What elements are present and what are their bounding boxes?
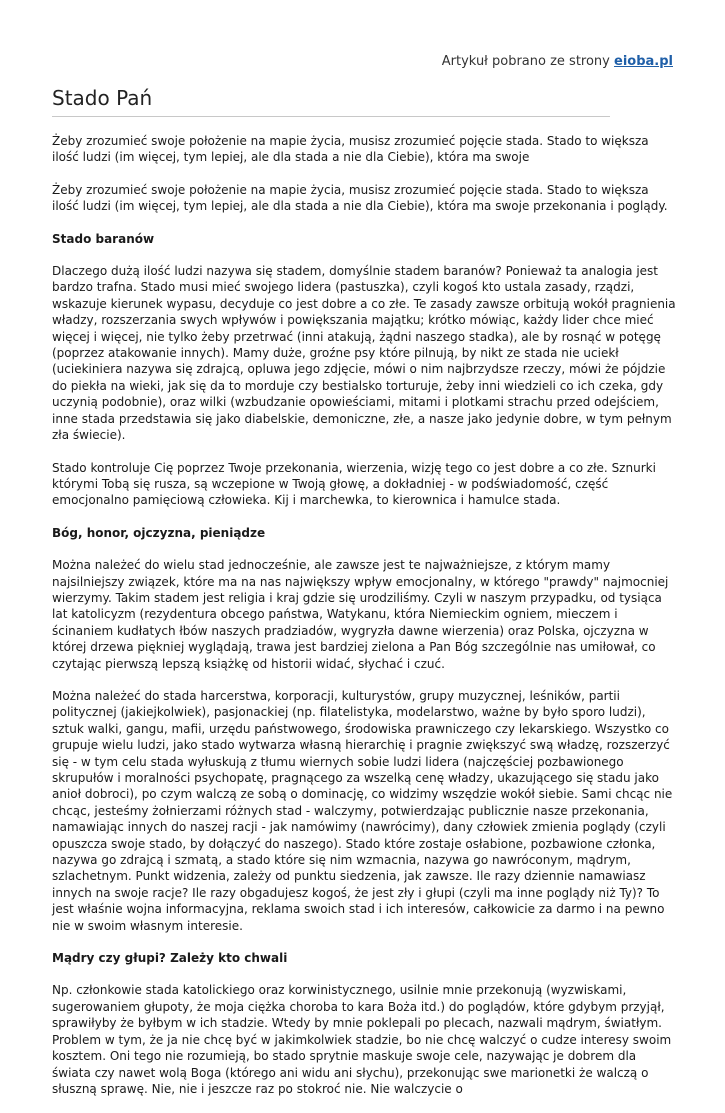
section-heading: Bóg, honor, ojczyzna, pieniądze bbox=[52, 525, 266, 540]
source-attribution bbox=[442, 54, 673, 69]
paragraph: Dlaczego dużą ilość ludzi nazywa się stadem, domyślnie stadem baranów? Ponieważ ta analogia jest bardzo trafna. Stado musi mieć swojego lidera (pastuszka), czyli kogoś kto ustala zasady, rządzi, wskazuje kierunek wypasu, decyduje co jest dobre a co złe. Te zasady zawsze orbitują wokół pragnienia władzy, rozszerzania swych wpływów i powiększania majątku; krótko mówiąc, każdy lider chce mieć więcej i więcej, nie tylko żeby przetrwać (inni atakują, żądni naszego stadka), ale by rosnąć w potęgę (poprzez atakowanie innych). Mamy duże, groźne psy które pilnują, by nikt ze stada nie uciekł (uciekiniera nazywa się zdrajcą, opluwa jego zdjęcie, mówi o nim najbrzydsze rzeczy, mówi że pójdzie do piekła na wieki, jak się da to morduje czy bestialsko torturuje, żeby inni wiedzieli co ich czeka, gdy uczynią podobnie), oraz wilki (wzbudzanie opowieściami, mitami i plotkami strachu przed odejściem, inne stada przedstawia się jako diabelskie, demoniczne, złe, a nasze jako jedynie dobre, w tym pełnym zła świecie). bbox=[52, 264, 676, 443]
page-title: Stado Pań bbox=[52, 86, 153, 110]
paragraph-intro-1: Żeby zrozumieć swoje położenie na mapie życia, musisz zrozumieć pojęcie stada. Stado to większa ilość ludzi (im więcej, tym lepiej, ale dla stada a nie dla Ciebie), która ma swoje bbox=[52, 134, 649, 165]
section-heading: Stado baranów bbox=[52, 231, 155, 246]
section-heading: Mądry czy głupi? Zależy kto chwali bbox=[52, 951, 288, 966]
article-body bbox=[52, 133, 677, 1113]
title-divider bbox=[52, 116, 610, 117]
source-prefix: Artykuł pobrano ze strony bbox=[441, 54, 610, 69]
paragraph: Np. członkowie stada katolickiego oraz korwinistycznego, usilnie mnie przekonują (wyzwiskami, sugerowaniem głupoty, że moja ciężka choroba to kara Boża itd.) do poglądów, które gdybym przyjął, sprawiłyby że byłbym w ich stadzie. Wtedy by mnie poklepali po plecach, nazwali mądrym, światłym. Problem w tym, że ja nie chcę być w jakimkolwiek stadzie, bo nie chcę walczyć o cudze interesy swoim kosztem. Oni tego nie rozumieją, bo stado sprytnie maskuje swoje cele, nazywając je dobrem dla świata czy nawet wolą Boga (którego ani widu ani słychu), przekonując swe marionetki że walczą o słuszną sprawę. Nie, nie i jeszcze raz po stokroć nie. Nie walczycie o bbox=[52, 983, 672, 1096]
paragraph: Można należeć do wielu stad jednocześnie, ale zawsze jest te najważniejsze, z którym mamy najsilniejszy związek, które ma na nas największy wpływ emocjonalny, w którego "prawdy" najmocniej wierzymy. Takim stadem jest religia i kraj gdzie się urodziliśmy. Czyli w naszym przypadku, od tysiąca lat katolicyzm (rezydentura obcego państwa, Watykanu, która Niemieckim ogniem, mieczem i ścinaniem kudłatych łbów naszych pradziadów, wygryzła dawne wierzenia) oraz Polska, ojczyzna w której drzewa piękniej wyglądają, trawa jest bardziej zielona a Pan Bóg szczególnie nas umiłował, co czytając pierwszą lepszą książkę od historii widać, słychać i czuć. bbox=[52, 558, 669, 671]
source-link[interactable]: eioba.pl bbox=[614, 54, 673, 69]
paragraph: Można należeć do stada harcerstwa, korporacji, kulturystów, grupy muzycznej, leśników, partii politycznej (jakiejkolwiek), pasjonackiej (np. filatelistyka, modelarstwo, ważne by było sporo ludzi), sztuk walki, gangu, mafii, urzędu państwowego, środowiska prawniczego czy lekarskiego. Wszystko co grupuje wielu ludzi, jako stado wytwarza własną hierarchię i pragnie zwiększyć swą władzę, rozszerzyć się - w tym celu stada wyłuskują z tłumu wiernych sobie ludzi lidera (najczęściej pozbawionego skrupułów i moralności psychopatę, pragnącego za wszelką cenę władzy, ukazującego się stadu jako anioł dobroci), po czym walczą ze sobą o dominację, co widzimy wszędzie wokół siebie. Sami chcąc nie chcąc, jesteśmy żołnierzami różnych stad - walczymy, potwierdzając publicznie nasze przekonania, namawiając innych do naszej racji - jak namówimy (nawrócimy), dany człowiek zmienia poglądy (czyli opuszcza swoje stado, by dołączyć do naszego). Stado które zostaje osłabione, pozbawione członka, nazywa go zdrajcą i szmatą, a stado które się nim wzmacnia, nazywa go nawróconym, mądrym, szlachetnym. Punkt widzenia, zależy od punktu siedzenia, jak zawsze. Ile razy dziennie namawiasz innych na swoje racje? Ile razy obgadujesz kogoś, że jest zły i głupi (czyli ma inne poglądy niż Ty)? To jest właśnie wojna informacyjna, reklama swoich stad i ich interesów, całkowicie za darmo i na pewno nie w swoim własnym interesie. bbox=[52, 688, 673, 933]
paragraph-intro-2: Żeby zrozumieć swoje położenie na mapie życia, musisz zrozumieć pojęcie stada. Stado to większa ilość ludzi (im więcej, tym lepiej, ale dla stada a nie dla Ciebie), która ma swoje przekonania i poglądy. bbox=[52, 182, 668, 214]
paragraph: Stado kontroluje Cię poprzez Twoje przekonania, wierzenia, wizję tego co jest dobre a co złe. Sznurki którymi Tobą się rusza, są wczepione w Twoją głowę, a dokładniej - w podświadomość, część emocjonalno pamięciową człowieka. Kij i marchewka, to kierownica i hamulce stada. bbox=[52, 460, 656, 508]
